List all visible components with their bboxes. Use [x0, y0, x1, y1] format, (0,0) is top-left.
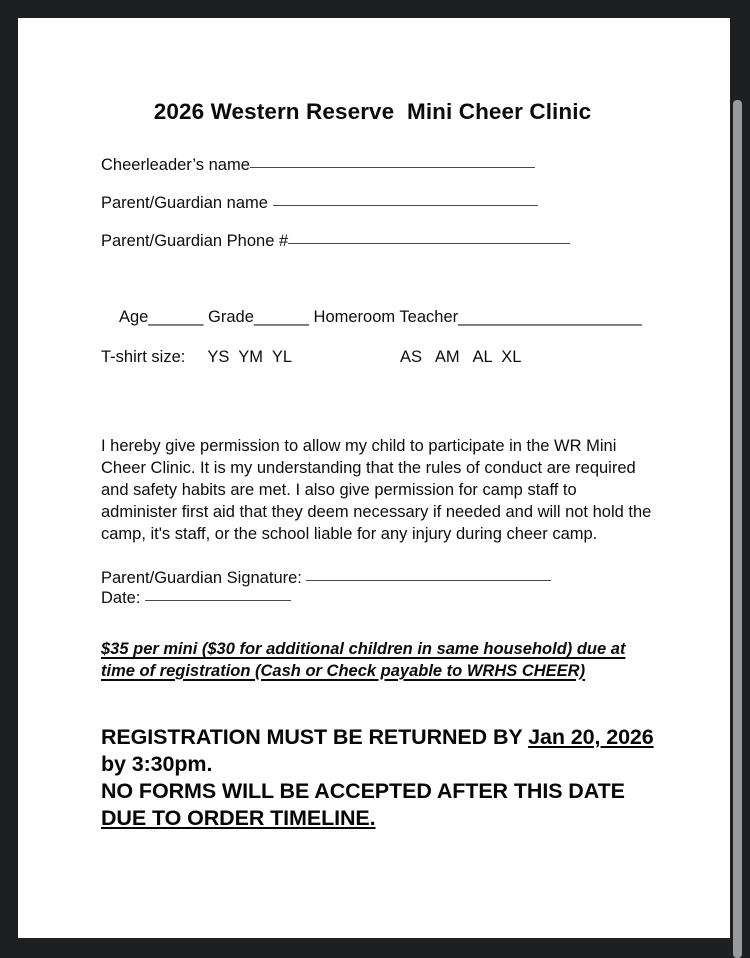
- deadline-line2: by 3:30pm.: [101, 751, 213, 776]
- age-blank[interactable]: ______: [148, 308, 204, 327]
- field-parent-phone: [101, 231, 666, 251]
- fee-notice: $35 per mini ($30 for additional children in same household) due at time of registration (Cash or Check payable to WRHS CHEER): [101, 639, 626, 680]
- spacer: [101, 328, 666, 347]
- spacer: [101, 175, 666, 193]
- field-signature: [101, 568, 666, 588]
- date-label: Date:: [101, 588, 146, 607]
- deadline-line1-prefix: REGISTRATION MUST BE RETURNED BY: [101, 724, 529, 749]
- field-parent-phone-label: Parent/Guardian Phone #: [101, 232, 289, 251]
- parent-phone-blank[interactable]: [288, 243, 570, 244]
- tshirt-size-label: T-shirt size:: [101, 347, 186, 366]
- parent-name-blank[interactable]: [273, 205, 538, 206]
- age-label: Age: [119, 308, 149, 327]
- spacer: [101, 683, 666, 724]
- cheerleader-name-blank[interactable]: [250, 167, 535, 168]
- field-cheerleader-name-label: Cheerleader’s name: [101, 156, 250, 174]
- deadline-line3: NO FORMS WILL BE ACCEPTED AFTER THIS DATE: [101, 778, 625, 803]
- spacer: [101, 251, 666, 307]
- field-date: [101, 588, 666, 608]
- field-cheerleader-name: [101, 155, 666, 175]
- signature-label: Parent/Guardian Signature:: [101, 568, 307, 587]
- date-blank[interactable]: [145, 600, 291, 601]
- field-parent-name: [101, 193, 666, 213]
- homeroom-teacher-label: Homeroom Teacher: [313, 308, 459, 327]
- tshirt-adult-options[interactable]: AS AM AL XL: [400, 347, 522, 366]
- spacer: [101, 608, 666, 639]
- signature-blank[interactable]: [306, 580, 551, 581]
- homeroom-teacher-blank[interactable]: ____________________: [458, 308, 642, 327]
- field-age-grade-homeroom: [101, 307, 666, 327]
- tshirt-youth-options[interactable]: YS YM YL: [207, 347, 293, 366]
- permission-paragraph: I hereby give permission to allow my child to participate in the WR Mini Cheer Clinic. It is my understanding that the rules of conduct are required and safety habits are met. I also give permission for camp staff to administer first aid that they deem necessary if needed and will not hold the camp, it's staff, or the school liable for any injury during cheer camp.: [101, 436, 652, 543]
- field-parent-name-label: Parent/Guardian name: [101, 194, 273, 213]
- field-tshirt-size: [101, 347, 666, 367]
- grade-label: Grade: [208, 308, 254, 327]
- deadline-date: Jan 20, 2026: [528, 724, 654, 749]
- spacer: [101, 545, 666, 568]
- grade-blank[interactable]: ______: [253, 308, 309, 327]
- deadline-notice: [101, 724, 661, 832]
- page-title: 2026 Western Reserve Mini Cheer Clinic: [153, 99, 592, 124]
- spacer: [101, 213, 666, 231]
- scrollbar-track[interactable]: [737, 0, 746, 958]
- spacer: [101, 367, 666, 435]
- scrollbar-thumb[interactable]: [733, 100, 742, 958]
- deadline-line4: DUE TO ORDER TIMELINE.: [101, 806, 376, 831]
- document-content: [101, 18, 666, 832]
- spacer: [101, 125, 666, 155]
- document-page: [18, 18, 730, 938]
